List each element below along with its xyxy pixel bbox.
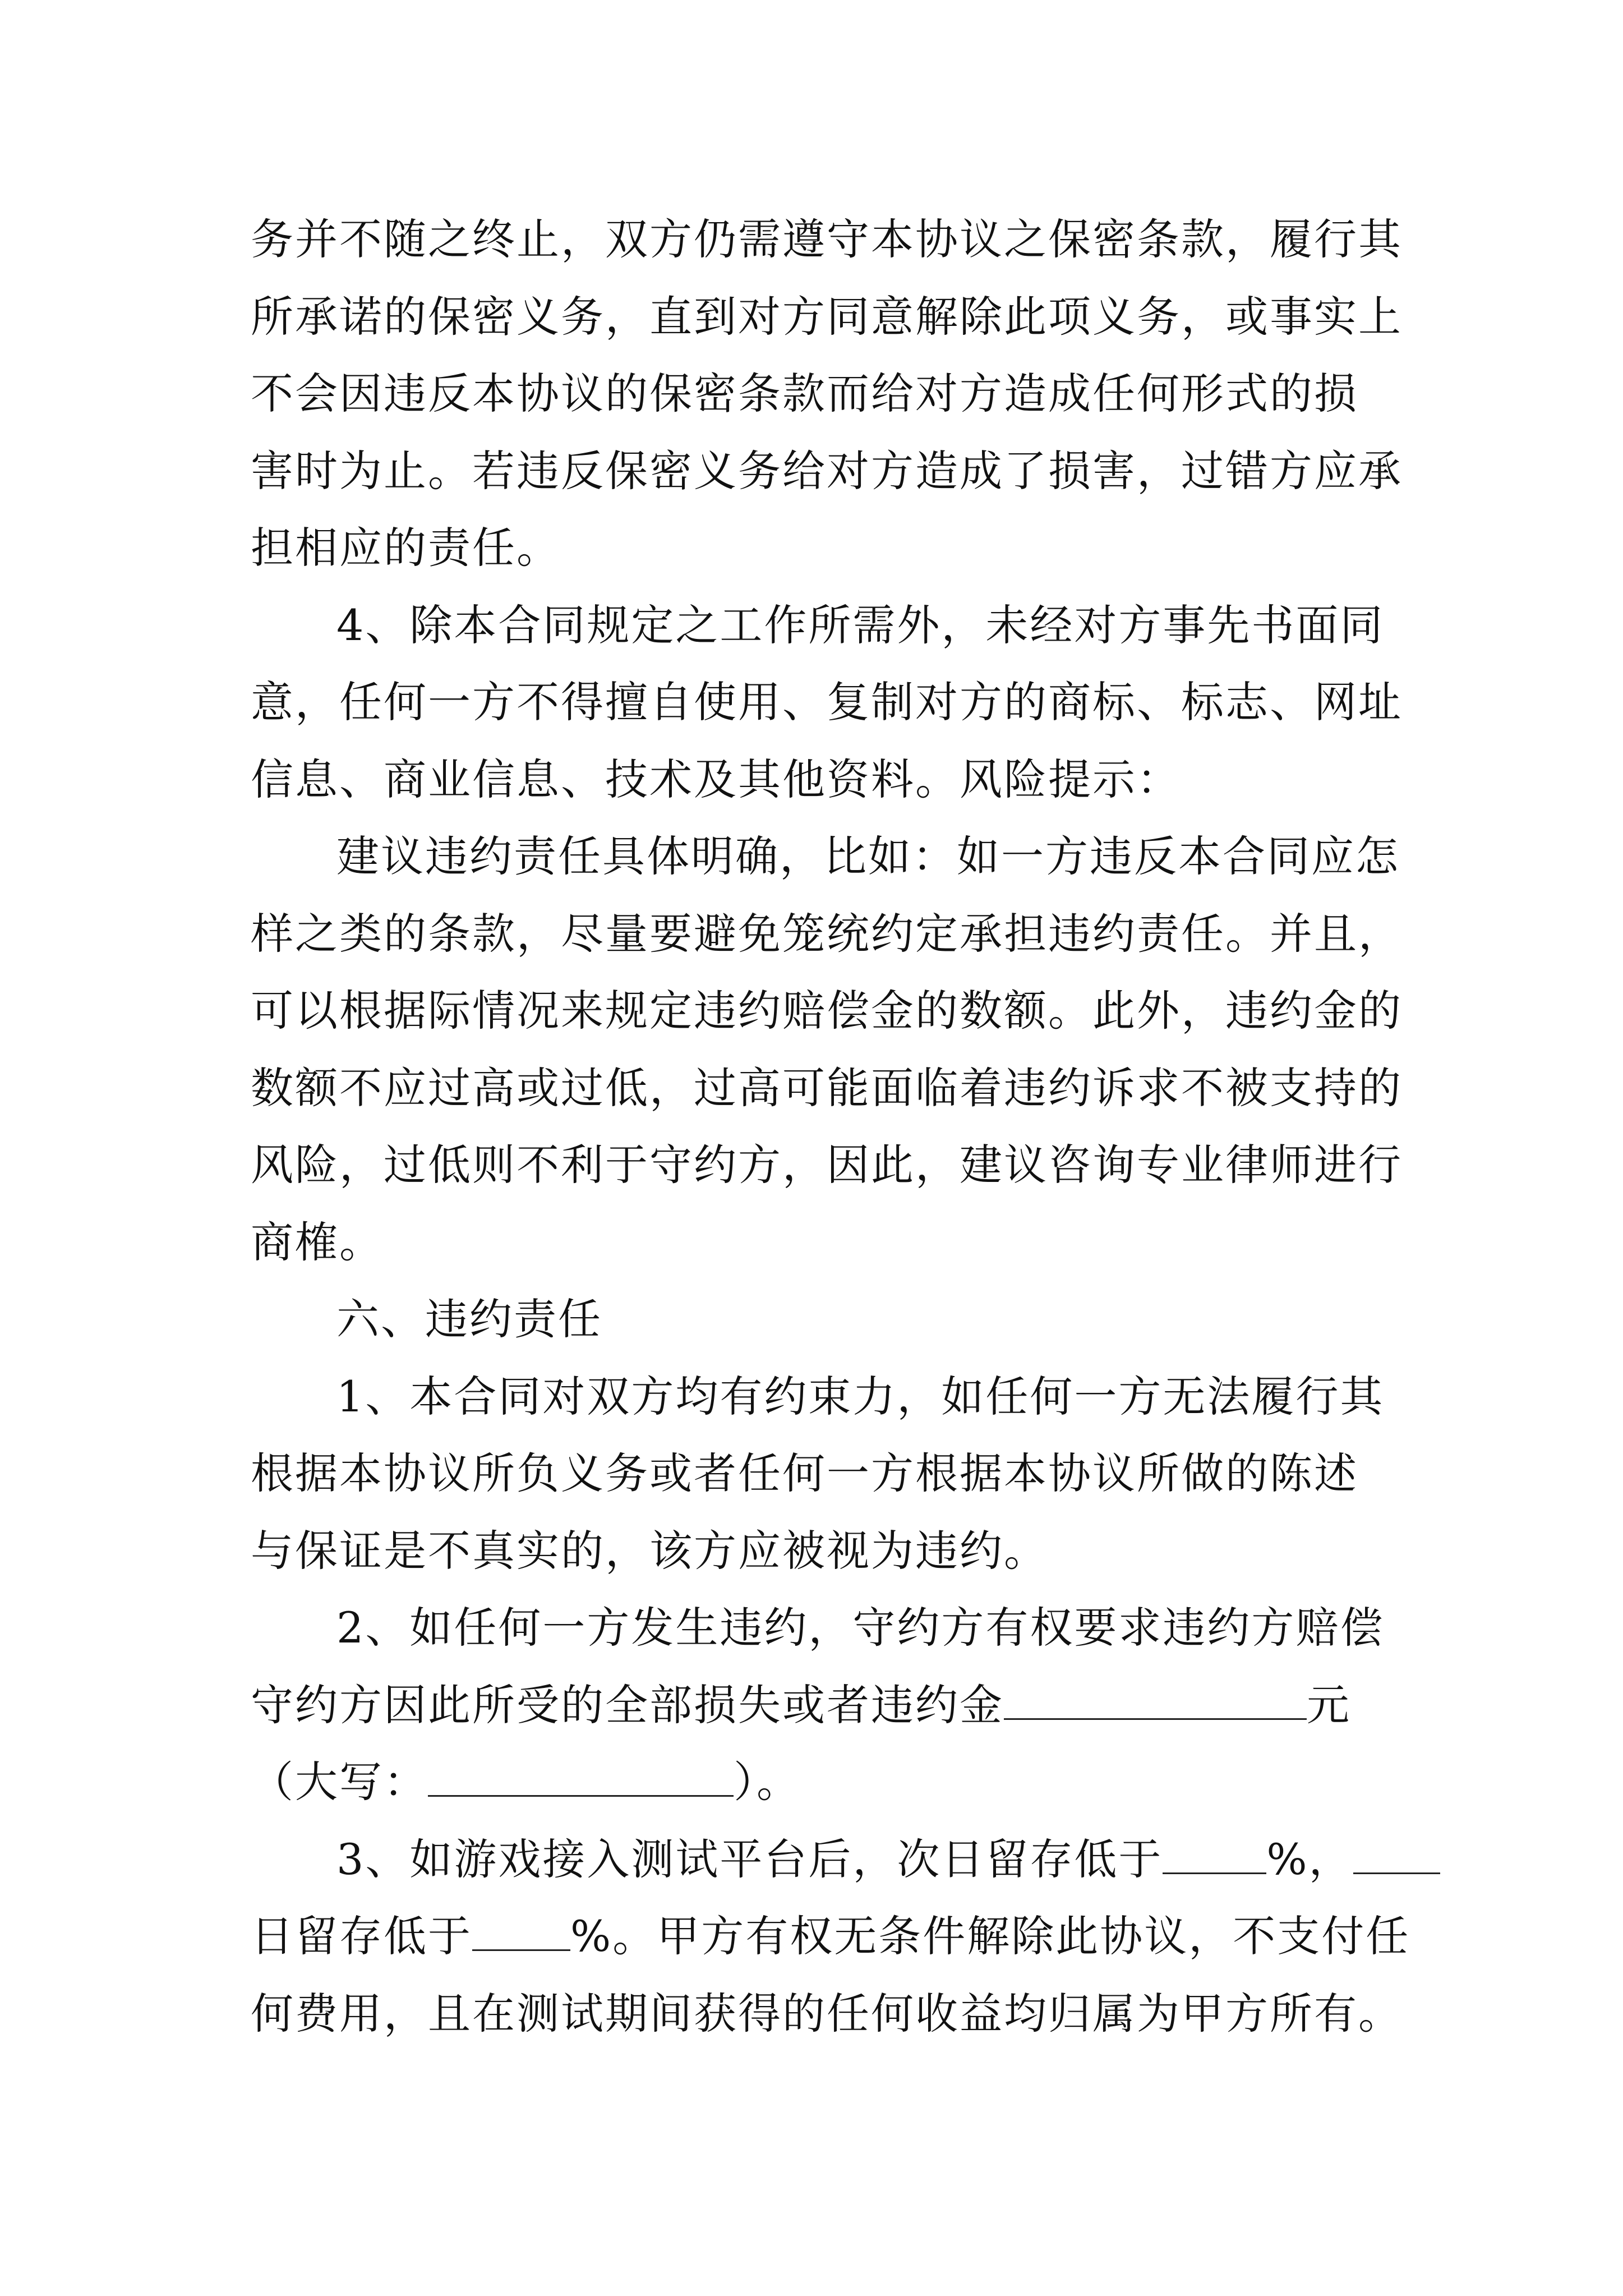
day-retention-blank[interactable]: [472, 1916, 570, 1951]
retention-line-2: [251, 1898, 1410, 1975]
clause-2-line: 2、如任何一方发生违约，守约方有权要求违约方赔偿: [336, 1603, 1385, 1653]
penalty-text: 守约方因此所受的全部损失或者违约金: [251, 1680, 1004, 1730]
currency-unit: 元: [1307, 1680, 1351, 1730]
text-line: 商榷。: [251, 1217, 384, 1267]
retention-text-2: 日留存低于: [251, 1911, 472, 1961]
percent-sign: %，: [1266, 1834, 1353, 1884]
uppercase-amount-line: [251, 1743, 1406, 1821]
clause-1-line: 1、本合同对双方均有约束力，如任何一方无法履行其: [336, 1371, 1385, 1421]
text-line: 数额不应过高或过低，过高可能面临着违约诉求不被支持的: [251, 1062, 1403, 1113]
retention-days-blank[interactable]: [1353, 1839, 1440, 1874]
text-line: 不会因违反本协议的保密条款而给对方造成任何形式的损: [251, 369, 1358, 418]
uppercase-label: （大写：: [251, 1757, 428, 1807]
penalty-amount-blank[interactable]: [1004, 1685, 1307, 1720]
text-line: 意，任何一方不得擅自使用、复制对方的商标、标志、网址: [251, 677, 1403, 727]
text-line: 务并不随之终止，双方仍需遵守本协议之保密条款，履行其: [251, 214, 1403, 264]
clause-4-line: 4、除本合同规定之工作所需外，未经对方事先书面同: [336, 600, 1385, 650]
uppercase-close: ）。: [734, 1757, 801, 1807]
text-line: 与保证是不真实的，该方应被视为违约。: [251, 1525, 1048, 1576]
text-line: 样之类的条款，尽量要避免笼统约定承担违约责任。并且，: [251, 908, 1403, 959]
contract-body: [251, 201, 1410, 2052]
penalty-line: [251, 1667, 1406, 1744]
retention-text: 3、如游戏接入测试平台后，次日留存低于: [336, 1834, 1163, 1884]
text-line: 所承诺的保密义务，直到对方同意解除此项义务，或事实上: [251, 291, 1403, 342]
clause-3-line: [251, 1821, 1406, 1898]
final-line: 何费用，且在测试期间获得的任何收益均归属为甲方所有。: [251, 1988, 1403, 2039]
text-line: 信息、商业信息、技术及其他资料。风险提示：: [251, 754, 1181, 804]
text-line: 风险，过低则不利于守约方，因此，建议咨询专业律师进行: [251, 1140, 1403, 1190]
risk-note-line: 建议违约责任具体明确，比如：如一方违反本合同应怎: [336, 831, 1400, 881]
next-day-retention-blank[interactable]: [1163, 1839, 1266, 1874]
uppercase-amount-blank[interactable]: [428, 1761, 734, 1797]
section-heading: 六、违约责任: [336, 1294, 602, 1344]
text-line: 可以根据际情况来规定违约赔偿金的数额。此外，违约金的: [251, 986, 1403, 1036]
text-line: 害时为止。若违反保密义务给对方造成了损害，过错方应承: [251, 445, 1403, 496]
termination-text: %。甲方有权无条件解除此协议，不支付任: [570, 1911, 1410, 1961]
text-line: 根据本协议所负义务或者任何一方根据本协议所做的陈述: [251, 1448, 1358, 1498]
text-line: 担相应的责任。: [251, 523, 561, 573]
